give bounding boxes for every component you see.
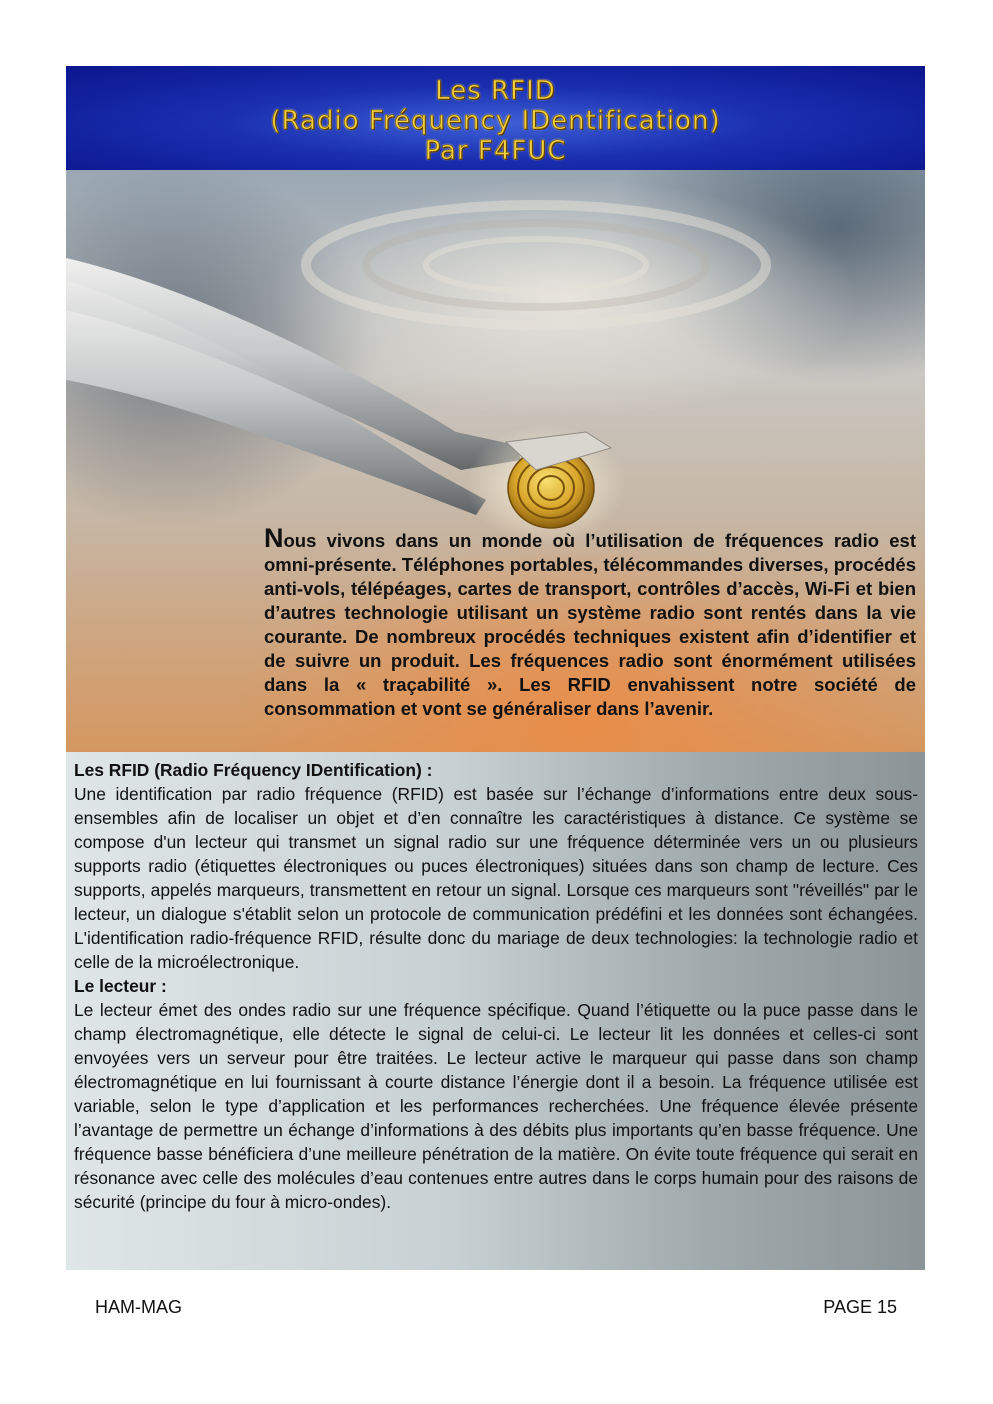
footer-magazine-name: HAM-MAG [95, 1297, 182, 1317]
section-rfid [74, 758, 918, 974]
footer-page-number: PAGE 15 [823, 1297, 897, 1317]
title-banner [66, 66, 925, 170]
section-lecteur-text: Le lecteur émet des ondes radio sur une fréquence spécifique. Quand l’étiquette ou la puce passe dans le champ électromagnétique, elle détecte le signal de celui-ci. Le lecteur lit les données et celles-ci sont envoyées vers un serveur pour être traitées. Le lecteur active le marqueur qui passe dans son champ électromagnétique en lui fournissant à courte distance l’énergie dont il a besoin. La fréquence utilisée est variable, selon le type d’application et les performances recherchées. Une fréquence élevée présente l’avantage de permettre un échange d’informations à des débits plus importants qu’en basse fréquence. Une fréquence basse bénéficiera d’une meilleure pénétration de la matière. On évite toute fréquence qui serait en résonance avec celle des molécules d’eau contenues entre autres dans le corps humain pour des raisons de sécurité (principe du four à micro-ondes). [74, 1000, 918, 1212]
intro-dropcap: N [264, 523, 284, 553]
hero-photo [66, 170, 925, 752]
article-body [66, 752, 925, 1270]
section-lecteur-heading: Le lecteur : [74, 976, 167, 996]
intro-text: ous vivons dans un monde où l’utilisation de fréquences radio est omni-présente. Téléphones portables, télécommandes diverses, procédés anti-vols, télépéages, cartes de transport, contrôles d’accès, Wi-Fi et bien d’autres technologie utilisant un système radio sont rentés dans la vie courante. De nombreux procédés techniques existent afin d’identifier et de suivre un produit. Les fréquences radio sont énormément utilisées dans la « traçabilité ». Les RFID envahissent notre société de consommation et vont se généraliser dans l’avenir. [264, 530, 916, 719]
intro-paragraph [264, 523, 916, 721]
section-lecteur [74, 974, 918, 1214]
title-line-1: Les RFID [435, 76, 556, 106]
title-line-2: (Radio Fréquency IDentification) [270, 106, 721, 136]
section-rfid-text: Une identification par radio fréquence (RFID) est basée sur l’échange d’informations entre deux sous-ensembles afin de localiser un objet et d’en connaître les caractéristiques à distance. Ce système se compose d'un lecteur qui transmet un signal radio sur une fréquence déterminée vers un ou plusieurs supports radio (étiquettes électroniques ou puces électroniques) situées dans son champ de lecture. Ces supports, appelés marqueurs, transmettent en retour un signal. Lorsque ces marqueurs sont "réveillés" par le lecteur, un dialogue s'établit selon un protocole de communication prédéfini et les données sont échangées. L'identification radio-fréquence RFID, résulte donc du mariage de deux technologies: la technologie radio et celle de la microélectronique. [74, 784, 918, 972]
title-line-3: Par F4FUC [424, 136, 567, 166]
section-rfid-heading: Les RFID (Radio Fréquency IDentification) : [74, 760, 433, 780]
